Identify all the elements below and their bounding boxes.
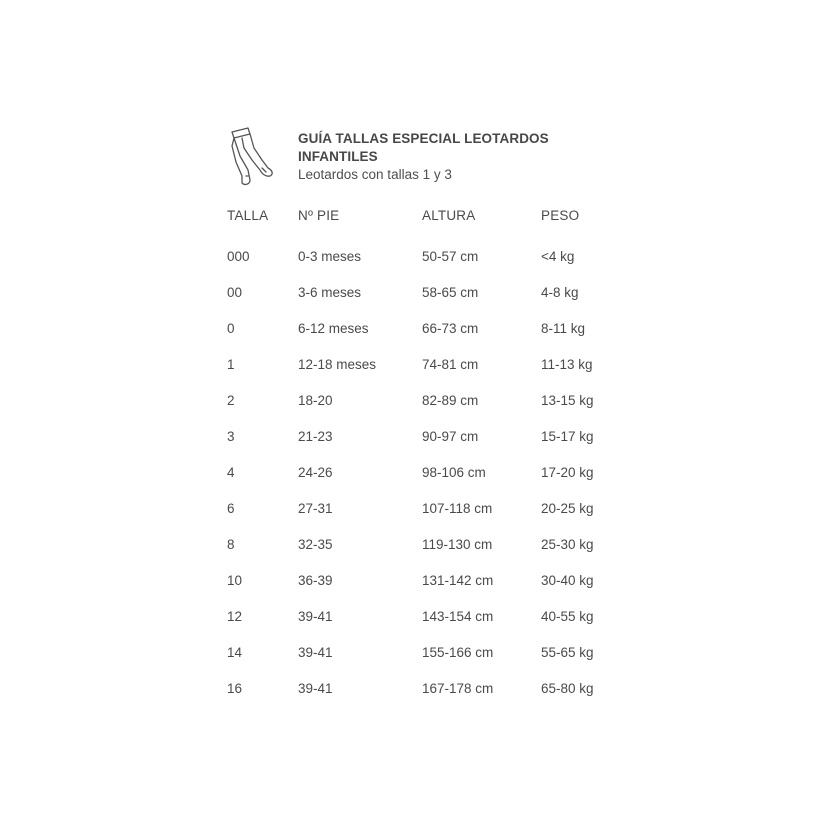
cell-altura: 119-130 cm	[422, 536, 493, 552]
table-row	[227, 634, 621, 670]
cell-pie: 32-35	[298, 536, 333, 552]
cell-altura: 50-57 cm	[422, 248, 479, 264]
cell-altura: 98-106 cm	[422, 464, 486, 480]
column-header-talla: TALLA	[227, 208, 269, 223]
cell-pie: 39-41	[298, 608, 333, 624]
cell-altura: 58-65 cm	[422, 284, 479, 300]
column-header-peso: PESO	[541, 208, 580, 223]
table-row	[227, 562, 621, 598]
table-row	[227, 310, 621, 346]
cell-peso: 65-80 kg	[541, 680, 594, 696]
cell-talla: 6	[227, 500, 235, 516]
cell-pie: 6-12 meses	[298, 320, 369, 336]
cell-talla: 8	[227, 536, 235, 552]
cell-peso: 11-13 kg	[541, 356, 593, 372]
table-row	[227, 382, 621, 418]
cell-talla: 1	[227, 356, 235, 372]
cell-talla: 12	[227, 608, 243, 624]
cell-talla: 2	[227, 392, 235, 408]
cell-altura: 131-142 cm	[422, 572, 494, 588]
cell-altura: 74-81 cm	[422, 356, 479, 372]
cell-pie: 3-6 meses	[298, 284, 362, 300]
table-row	[227, 418, 621, 454]
cell-talla: 00	[227, 284, 243, 300]
page-subtitle: Leotardos con tallas 1 y 3	[298, 167, 452, 182]
table-row	[227, 454, 621, 490]
table-row	[227, 526, 621, 562]
cell-altura: 90-97 cm	[422, 428, 479, 444]
cell-peso: 4-8 kg	[541, 284, 579, 300]
table-row	[227, 670, 621, 706]
cell-altura: 143-154 cm	[422, 608, 494, 624]
cell-peso: 13-15 kg	[541, 392, 594, 408]
cell-peso: 25-30 kg	[541, 536, 594, 552]
table-row	[227, 598, 621, 634]
tights-icon	[228, 126, 282, 188]
cell-pie: 39-41	[298, 680, 333, 696]
cell-peso: 30-40 kg	[541, 572, 594, 588]
cell-talla: 16	[227, 680, 243, 696]
cell-peso: 40-55 kg	[541, 608, 594, 624]
cell-talla: 14	[227, 644, 243, 660]
size-table	[227, 208, 621, 706]
cell-pie: 27-31	[298, 500, 333, 516]
cell-peso: 20-25 kg	[541, 500, 594, 516]
cell-altura: 167-178 cm	[422, 680, 494, 696]
cell-pie: 21-23	[298, 428, 333, 444]
cell-talla: 000	[227, 248, 250, 264]
cell-peso: 8-11 kg	[541, 320, 586, 336]
cell-altura: 66-73 cm	[422, 320, 479, 336]
table-row	[227, 346, 621, 382]
cell-talla: 3	[227, 428, 235, 444]
cell-altura: 155-166 cm	[422, 644, 494, 660]
table-row	[227, 490, 621, 526]
table-header	[227, 208, 621, 238]
cell-peso: <4 kg	[541, 248, 575, 264]
cell-talla: 0	[227, 320, 235, 336]
page-title-line-1: GUÍA TALLAS ESPECIAL LEOTARDOS	[298, 131, 549, 146]
header-text	[298, 130, 588, 184]
cell-altura: 82-89 cm	[422, 392, 479, 408]
column-header-altura: ALTURA	[422, 208, 476, 223]
table-row	[227, 238, 621, 274]
cell-peso: 55-65 kg	[541, 644, 594, 660]
cell-pie: 0-3 meses	[298, 248, 362, 264]
cell-peso: 17-20 kg	[541, 464, 594, 480]
cell-pie: 18-20	[298, 392, 333, 408]
cell-altura: 107-118 cm	[422, 500, 493, 516]
cell-pie: 12-18 meses	[298, 356, 377, 372]
cell-talla: 10	[227, 572, 243, 588]
cell-peso: 15-17 kg	[541, 428, 594, 444]
table-row	[227, 274, 621, 310]
cell-talla: 4	[227, 464, 235, 480]
cell-pie: 39-41	[298, 644, 333, 660]
column-header-pie: Nº PIE	[298, 208, 340, 223]
table-header-row	[227, 208, 621, 238]
table-body	[227, 238, 621, 706]
size-guide-header	[226, 124, 586, 188]
cell-pie: 36-39	[298, 572, 333, 588]
page-title-line-2: INFANTILES	[298, 149, 378, 164]
cell-pie: 24-26	[298, 464, 333, 480]
